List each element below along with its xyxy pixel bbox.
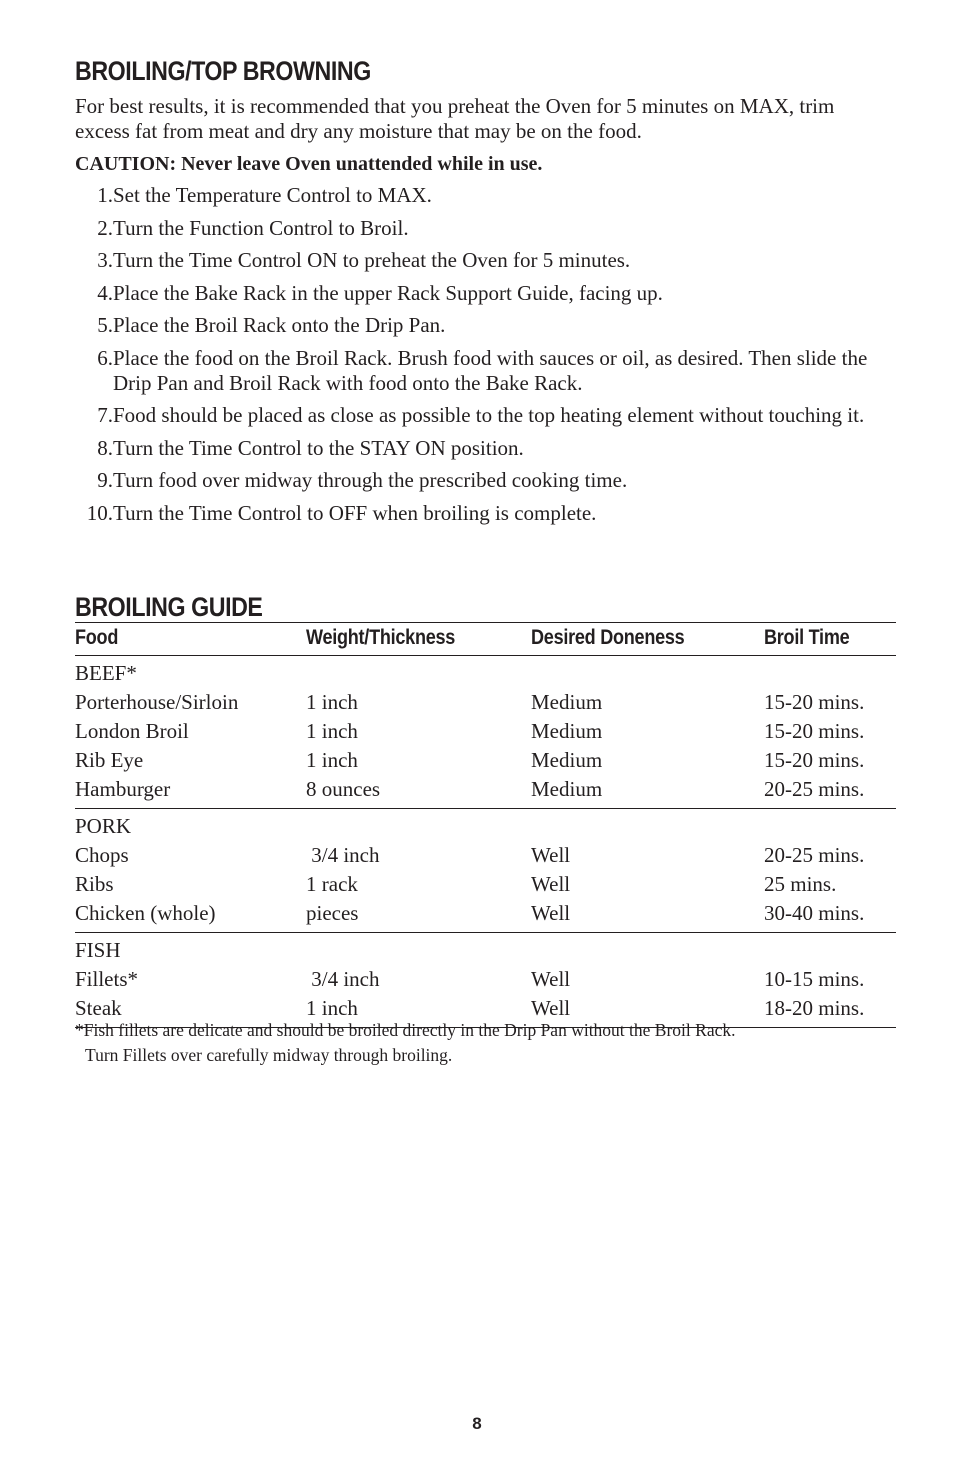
step-item bbox=[75, 281, 896, 306]
footnote-line-2: Turn Fillets over carefully midway through broiling. bbox=[85, 1045, 453, 1065]
cell-doneness: Well bbox=[531, 996, 571, 1020]
cell-weight: 1 inch bbox=[306, 996, 358, 1020]
cell-weight: pieces bbox=[306, 901, 359, 925]
step-text: Turn food over midway through the prescribed cooking time. bbox=[113, 468, 628, 492]
group-label-row bbox=[75, 936, 896, 965]
cell-doneness: Medium bbox=[531, 690, 603, 714]
header-weight-thickness: Weight/Thickness bbox=[306, 626, 456, 649]
table-row bbox=[75, 870, 896, 899]
cell-time: 15-20 mins. bbox=[764, 748, 865, 772]
cell-doneness: Well bbox=[531, 967, 571, 991]
intro-paragraph: For best results, it is recommended that you preheat the Oven for 5 minutes on MAX, trim excess fat from meat and dry any moisture that may be on the food. bbox=[75, 94, 835, 143]
table-row bbox=[75, 899, 896, 928]
group-label-row bbox=[75, 659, 896, 688]
step-text: Food should be placed as close as possible to the top heating element without touching it. bbox=[113, 403, 865, 427]
table-footnote bbox=[75, 1018, 905, 1068]
step-text: Turn the Time Control ON to preheat the Oven for 5 minutes. bbox=[113, 248, 631, 272]
cell-food: Hamburger bbox=[75, 777, 171, 801]
cell-time: 15-20 mins. bbox=[764, 690, 865, 714]
table-group-beef bbox=[75, 656, 896, 809]
section-title-broiling-guide: BROILING GUIDE bbox=[75, 592, 263, 622]
table-header bbox=[75, 622, 896, 656]
table-group-pork bbox=[75, 809, 896, 933]
cell-time: 18-20 mins. bbox=[764, 996, 865, 1020]
step-item bbox=[75, 436, 896, 461]
cell-food: Fillets* bbox=[75, 967, 139, 991]
cell-food: London Broil bbox=[75, 719, 189, 743]
footnote-line-1: *Fish fillets are delicate and should be broiled directly in the Drip Pan without the Broil Rack. bbox=[75, 1020, 736, 1040]
table-row bbox=[75, 775, 896, 804]
cell-weight: 8 ounces bbox=[306, 777, 381, 801]
step-text: Place the food on the Broil Rack. Brush food with sauces or oil, as desired. Then slide the Drip Pan and Broil Rack with food onto the Bake Rack. bbox=[113, 345, 868, 395]
group-label: BEEF* bbox=[75, 661, 137, 685]
step-number: 1. bbox=[97, 183, 113, 207]
step-number: 9. bbox=[97, 468, 113, 492]
table-row bbox=[75, 746, 896, 775]
step-text: Turn the Time Control to the STAY ON position. bbox=[113, 435, 524, 460]
cell-weight: 1 inch bbox=[306, 690, 358, 714]
cell-time: 25 mins. bbox=[764, 872, 837, 896]
table-row bbox=[75, 841, 896, 870]
step-item bbox=[75, 248, 896, 273]
step-item bbox=[75, 216, 896, 241]
cell-doneness: Medium bbox=[531, 719, 603, 743]
cell-doneness: Medium bbox=[531, 748, 603, 772]
step-number: 6. bbox=[97, 345, 113, 370]
step-text: Turn the Function Control to Broil. bbox=[113, 215, 409, 240]
cell-time: 10-15 mins. bbox=[764, 967, 865, 991]
step-item bbox=[75, 468, 896, 493]
page-number: 8 bbox=[472, 1414, 482, 1433]
step-number: 5. bbox=[97, 313, 113, 337]
step-number: 3. bbox=[97, 248, 113, 272]
cell-doneness: Well bbox=[531, 901, 571, 925]
step-number: 4. bbox=[97, 280, 113, 305]
cell-food: Steak bbox=[75, 996, 122, 1020]
group-label: PORK bbox=[75, 814, 132, 838]
cell-food: Rib Eye bbox=[75, 748, 144, 772]
cell-food: Chicken (whole) bbox=[75, 901, 216, 925]
cell-time: 20-25 mins. bbox=[764, 843, 865, 867]
group-label: FISH bbox=[75, 938, 121, 962]
cell-doneness: Well bbox=[531, 872, 571, 896]
cell-time: 15-20 mins. bbox=[764, 719, 865, 743]
table-row bbox=[75, 717, 896, 746]
group-label-row bbox=[75, 812, 896, 841]
cell-weight: 1 inch bbox=[306, 748, 358, 772]
step-item bbox=[75, 313, 896, 338]
cell-food: Chops bbox=[75, 843, 129, 867]
header-desired-doneness: Desired Doneness bbox=[531, 626, 685, 649]
step-number: 10. bbox=[86, 500, 113, 525]
cell-weight: 3/4 inch bbox=[306, 843, 380, 867]
step-item bbox=[75, 346, 896, 396]
step-text: Place the Bake Rack in the upper Rack Support Guide, facing up. bbox=[113, 280, 663, 305]
cell-weight: 1 inch bbox=[306, 719, 358, 743]
step-number: 8. bbox=[97, 435, 113, 460]
step-text: Turn the Time Control to OFF when broiling is complete. bbox=[113, 500, 597, 525]
header-food: Food bbox=[75, 626, 119, 649]
broiling-guide-table bbox=[75, 622, 896, 1028]
instruction-steps bbox=[75, 183, 896, 533]
step-item bbox=[75, 501, 896, 526]
cell-doneness: Medium bbox=[531, 777, 603, 801]
cell-weight: 3/4 inch bbox=[306, 967, 380, 991]
table-row bbox=[75, 688, 896, 717]
cell-time: 20-25 mins. bbox=[764, 777, 865, 801]
step-text: Place the Broil Rack onto the Drip Pan. bbox=[113, 313, 446, 337]
cell-food: Porterhouse/Sirloin bbox=[75, 690, 239, 714]
step-item bbox=[75, 403, 896, 428]
step-item bbox=[75, 183, 896, 208]
table-group-fish bbox=[75, 933, 896, 1028]
step-text: Set the Temperature Control to MAX. bbox=[113, 183, 432, 207]
cell-food: Ribs bbox=[75, 872, 114, 896]
cell-doneness: Well bbox=[531, 843, 571, 867]
caution-note: CAUTION: Never leave Oven unattended while in use. bbox=[75, 153, 543, 175]
header-broil-time: Broil Time bbox=[764, 626, 850, 649]
table-row bbox=[75, 965, 896, 994]
cell-weight: 1 rack bbox=[306, 872, 358, 896]
section-title-broiling: BROILING/TOP BROWNING bbox=[75, 56, 371, 86]
step-number: 7. bbox=[97, 403, 113, 427]
step-number: 2. bbox=[97, 215, 113, 240]
cell-time: 30-40 mins. bbox=[764, 901, 865, 925]
